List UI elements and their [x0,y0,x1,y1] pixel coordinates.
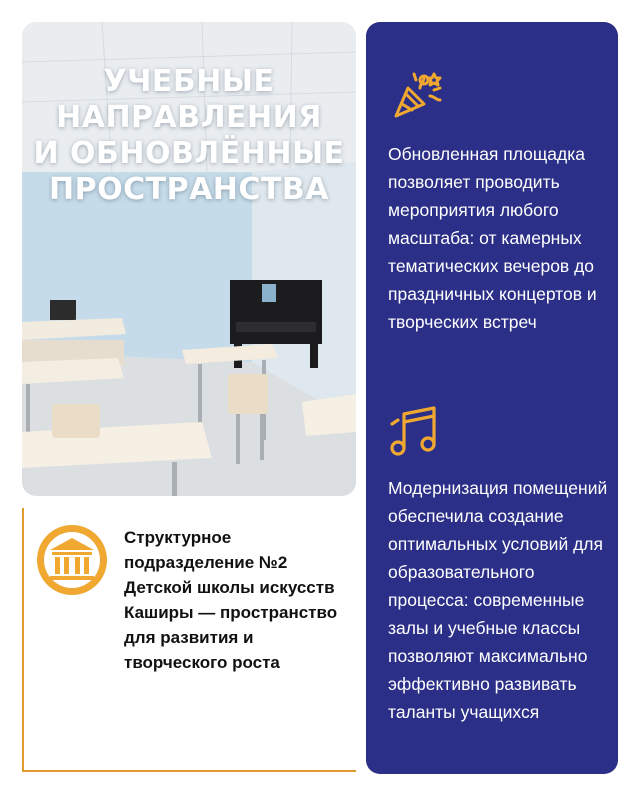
party-popper-icon [390,66,446,122]
title-line-4: ПРОСТРАНСТВА [49,172,329,207]
page-title [22,64,356,208]
title-line-3: И ОБНОВЛЁННЫЕ [33,136,345,171]
music-notes-icon [388,404,444,460]
museum-building-icon [36,524,108,596]
title-line-1: УЧЕБНЫЕ [103,64,275,99]
title-line-2: НАПРАВЛЕНИЯ [56,100,322,135]
frame-line-horizontal [22,770,356,772]
info-panel [366,22,618,774]
school-description: Структурное подразделение №2 Детской школы искусств Каширы — пространство для развития и творческого роста [124,528,338,672]
panel-text-modernization: Модернизация помещений обеспечила создание оптимальных условий для образовательного процесса: современные залы и учебные классы позволяют максимально эффективно развивать таланты учащихся [388,478,608,722]
panel-text-events: Обновленная площадка позволяет проводить мероприятия любого масштаба: от камерных тематических вечеров до праздничных концертов и творческих встреч [388,144,597,332]
classroom-photo [22,22,356,496]
frame-line-vertical [22,508,24,770]
